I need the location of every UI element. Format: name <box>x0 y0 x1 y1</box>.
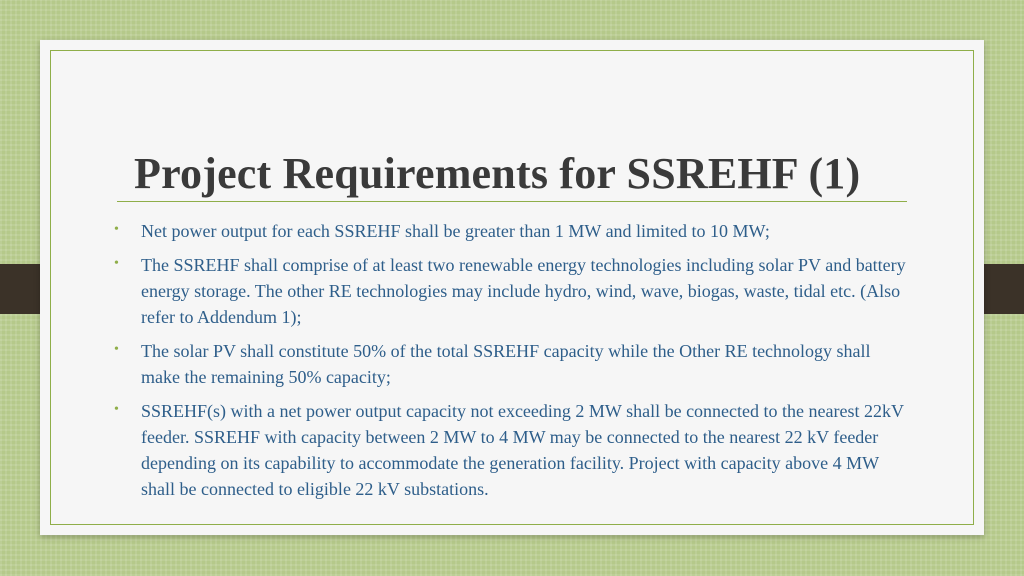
slide-card <box>40 40 984 535</box>
bullet-item <box>112 398 912 502</box>
bullet-icon: • <box>114 222 119 237</box>
bullet-item <box>112 218 912 244</box>
bullet-item <box>112 252 912 330</box>
bullet-icon: • <box>114 342 119 357</box>
bullet-icon: • <box>114 402 119 417</box>
bullet-text: The SSREHF shall comprise of at least two renewable energy technologies including solar PV and battery energy storage. The other RE technologies may include hydro, wind, wave, biogas, waste, tidal etc. (Also refer to Addendum 1); <box>141 255 906 327</box>
bullet-icon: • <box>114 256 119 271</box>
bullet-text: SSREHF(s) with a net power output capacity not exceeding 2 MW shall be connected to the nearest 22kV feeder. SSREHF with capacity between 2 MW to 4 MW may be connected to the nearest 22 kV feeder depending on its capability to accommodate the generation facility. Project with capacity above 4 MW shall be connected to eligible 22 kV substations. <box>141 401 904 499</box>
bullet-text: Net power output for each SSREHF shall be greater than 1 MW and limited to 10 MW; <box>141 221 770 241</box>
bullet-list <box>112 218 912 510</box>
slide-title: Project Requirements for SSREHF (1) <box>134 149 861 198</box>
bullet-text: The solar PV shall constitute 50% of the total SSREHF capacity while the Other RE technology shall make the remaining 50% capacity; <box>141 341 871 387</box>
title-divider <box>117 201 907 202</box>
bullet-item <box>112 338 912 390</box>
